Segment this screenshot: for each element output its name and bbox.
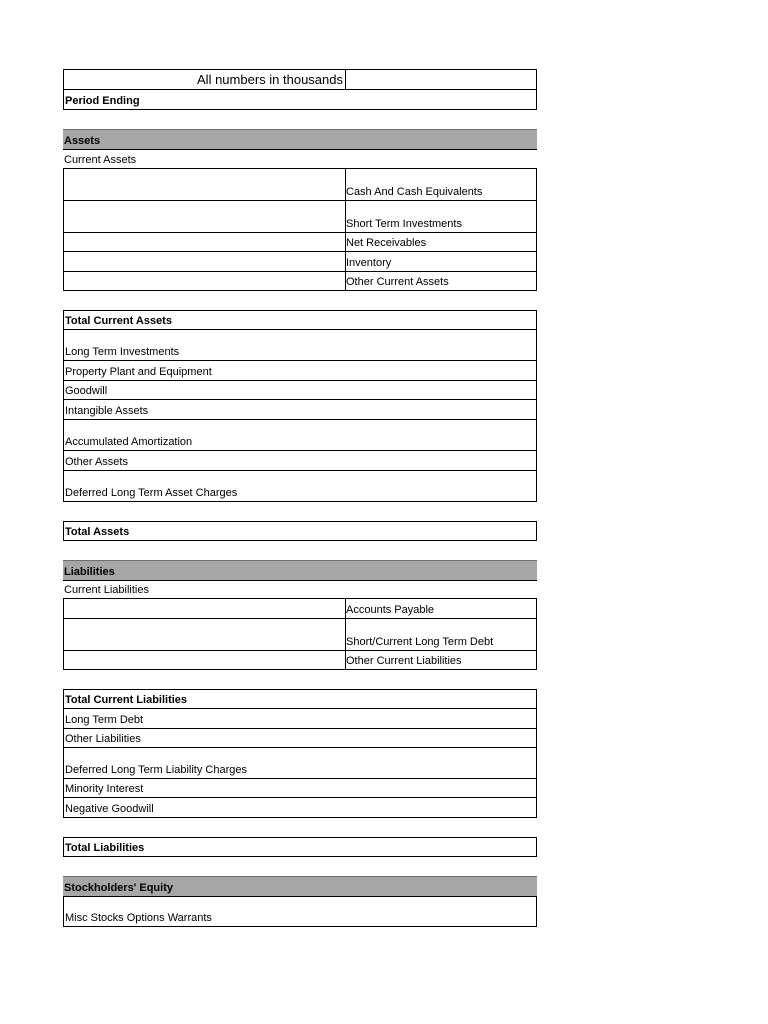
total-current-assets-label: Total Current Assets [65, 315, 172, 327]
current-liabilities-row [63, 580, 537, 599]
ppe-label: Property Plant and Equipment [65, 366, 212, 378]
other-current-liabilities-label: Other Current Liabilities [346, 655, 462, 667]
long-term-debt-row [63, 709, 537, 729]
cash-label: Cash And Cash Equivalents [346, 186, 483, 198]
ppe-row [63, 361, 537, 381]
deferred-lt-liability-charges-row [63, 748, 537, 779]
cash-row [63, 169, 537, 201]
accounts-payable-row [63, 599, 537, 619]
total-current-assets-row [63, 310, 537, 330]
deferred-lt-asset-charges-row [63, 471, 537, 502]
units-note: All numbers in thousands [197, 72, 343, 87]
goodwill-row [63, 381, 537, 400]
long-term-investments-row [63, 330, 537, 361]
balance-sheet-table [63, 69, 537, 927]
deferred-lt-asset-charges-label: Deferred Long Term Asset Charges [65, 487, 238, 499]
short-term-investments-row [63, 201, 537, 233]
short-current-lt-debt-label: Short/Current Long Term Debt [346, 636, 494, 648]
accumulated-amortization-label: Accumulated Amortization [65, 436, 193, 448]
liabilities-section-header [63, 560, 537, 580]
accounts-payable-label: Accounts Payable [346, 604, 435, 616]
short-current-lt-debt-row [63, 619, 537, 651]
long-term-debt-label: Long Term Debt [65, 714, 144, 726]
misc-stock-options-label: Misc Stocks Options Warrants [65, 912, 212, 924]
equity-section-header [63, 876, 537, 896]
total-current-liabilities-label: Total Current Liabilities [65, 694, 188, 706]
short-term-investments-label: Short Term Investments [346, 218, 462, 230]
spacer-row [63, 541, 537, 560]
intangible-assets-row [63, 400, 537, 420]
equity-section-label: Stockholders' Equity [64, 882, 173, 894]
goodwill-label: Goodwill [65, 385, 108, 397]
total-current-liabilities-row [63, 689, 537, 709]
total-assets-label: Total Assets [65, 526, 130, 538]
misc-stock-options-row [63, 896, 537, 927]
net-receivables-label: Net Receivables [346, 237, 427, 249]
liabilities-section-label: Liabilities [64, 566, 115, 578]
other-liabilities-label: Other Liabilities [65, 733, 141, 745]
other-assets-row [63, 451, 537, 471]
assets-section-label: Assets [64, 135, 101, 147]
spacer-row [63, 670, 537, 689]
period-ending-label: Period Ending [65, 95, 140, 107]
spacer-row [63, 110, 537, 129]
minority-interest-row [63, 779, 537, 798]
other-assets-label: Other Assets [65, 456, 128, 468]
accumulated-amortization-row [63, 420, 537, 451]
current-liabilities-label: Current Liabilities [64, 584, 149, 596]
deferred-lt-liability-charges-label: Deferred Long Term Liability Charges [65, 764, 247, 776]
current-assets-row [63, 149, 537, 169]
total-assets-row [63, 521, 537, 541]
period-ending-row [63, 90, 537, 110]
assets-section-header [63, 129, 537, 149]
total-liabilities-label: Total Liabilities [65, 842, 145, 854]
other-current-assets-row [63, 272, 537, 291]
intangible-assets-label: Intangible Assets [65, 405, 149, 417]
long-term-investments-label: Long Term Investments [65, 346, 180, 358]
spacer-row [63, 291, 537, 310]
units-row [63, 69, 537, 90]
spacer-row [63, 818, 537, 837]
total-liabilities-row [63, 837, 537, 857]
minority-interest-label: Minority Interest [65, 783, 144, 795]
spacer-row [63, 502, 537, 521]
negative-goodwill-row [63, 798, 537, 818]
other-current-assets-label: Other Current Assets [346, 276, 449, 288]
net-receivables-row [63, 233, 537, 252]
other-liabilities-row [63, 729, 537, 748]
current-assets-label: Current Assets [64, 154, 137, 166]
column-divider [345, 70, 346, 89]
spacer-row [63, 857, 537, 876]
inventory-row [63, 252, 537, 272]
other-current-liabilities-row [63, 651, 537, 670]
inventory-label: Inventory [346, 257, 392, 269]
negative-goodwill-label: Negative Goodwill [65, 803, 154, 815]
